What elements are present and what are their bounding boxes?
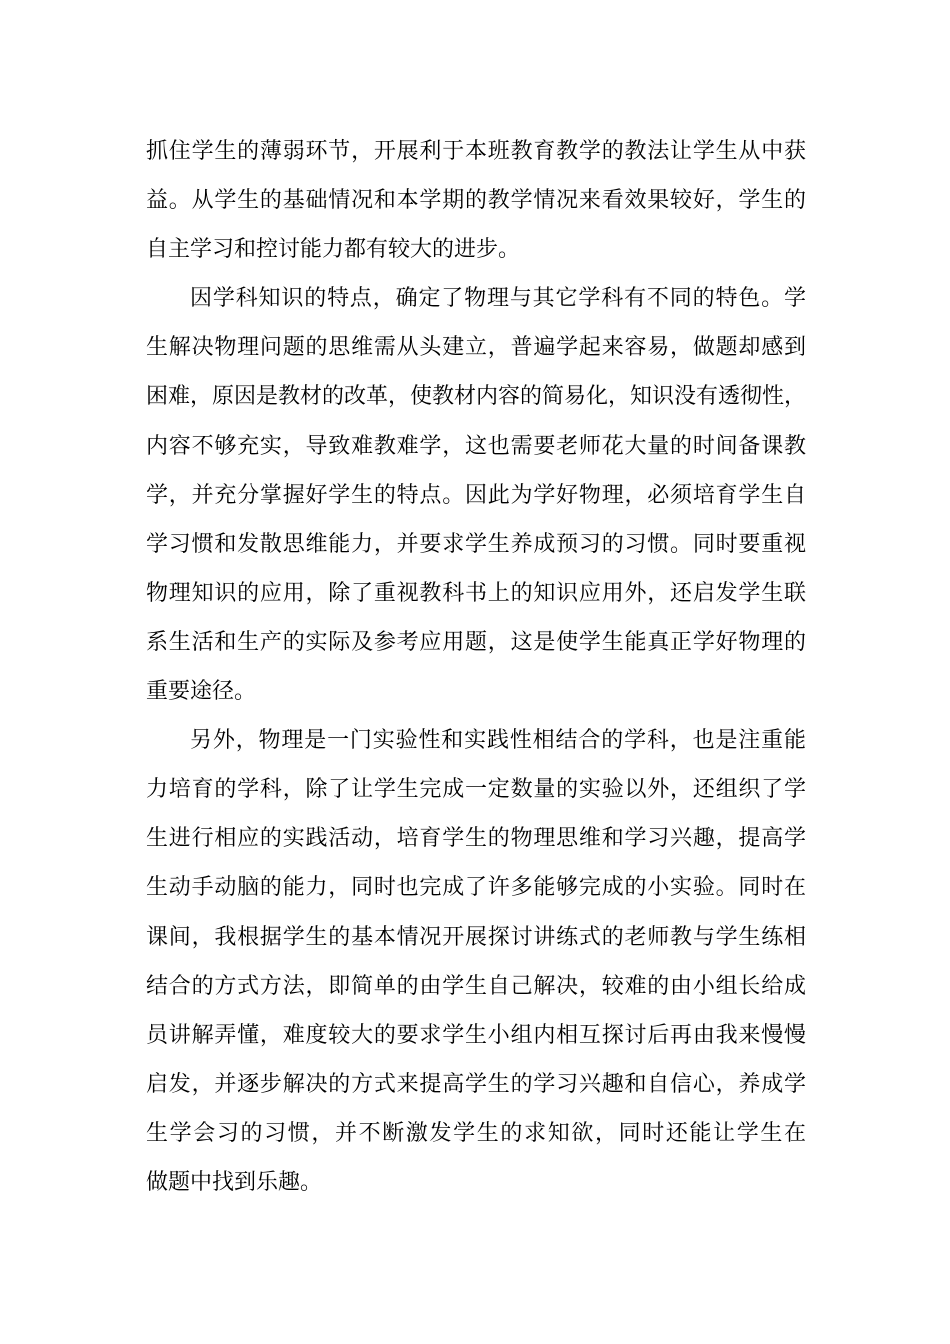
text-line: 系生活和生产的实际及参考应用题，这是使学生能真正学好物理的 [146,629,806,655]
text-line: 启发，并逐步解决的方式来提高学生的学习兴趣和自信心，养成学 [146,1071,806,1097]
text-line: 学，并充分掌握好学生的特点。因此为学好物理，必须培育学生自 [146,482,806,508]
text-line: 员讲解弄懂，难度较大的要求学生小组内相互探讨后再由我来慢慢 [146,1022,806,1048]
text-line: 因学科知识的特点，确定了物理与其它学科有不同的特色。学 [190,286,806,312]
text-line: 学习惯和发散思维能力，并要求学生养成预习的习惯。同时要重视 [146,531,806,557]
text-line: 益。从学生的基础情况和本学期的教学情况来看效果较好，学生的 [146,188,806,214]
text-line: 结合的方式方法，即简单的由学生自己解决，较难的由小组长给成 [146,973,806,999]
text-line: 课间，我根据学生的基本情况开展探讨讲练式的老师教与学生练相 [146,924,806,950]
text-line: 生动手动脑的能力，同时也完成了许多能够完成的小实验。同时在 [146,875,806,901]
paragraph [146,274,806,716]
text-line: 物理知识的应用，除了重视教科书上的知识应用外，还启发学生联 [146,580,806,606]
text-line: 生学会习的习惯，并不断激发学生的求知欲，同时还能让学生在 [146,1120,806,1146]
text-line: 内容不够充实，导致难教难学，这也需要老师花大量的时间备课教 [146,433,806,459]
paragraph [146,127,806,274]
text-line: 重要途径。 [146,679,257,705]
text-line: 自主学习和控讨能力都有较大的进步。 [146,237,521,263]
text-line: 生解决物理问题的思维需从头建立，普遍学起来容易，做题却感到 [146,335,806,361]
paragraph [146,716,806,1207]
document-body [146,127,806,1207]
text-line: 困难，原因是教材的改革，使教材内容的简易化，知识没有透彻性， [146,384,807,410]
text-line: 生进行相应的实践活动，培育学生的物理思维和学习兴趣，提高学 [146,826,806,852]
text-line: 做题中找到乐趣。 [146,1169,323,1195]
text-line: 另外，物理是一门实验性和实践性相结合的学科，也是注重能 [190,728,806,754]
text-line: 抓住学生的薄弱环节，开展利于本班教育教学的教法让学生从中获 [146,139,806,164]
text-line: 力培育的学科，除了让学生完成一定数量的实验以外，还组织了学 [146,777,806,803]
